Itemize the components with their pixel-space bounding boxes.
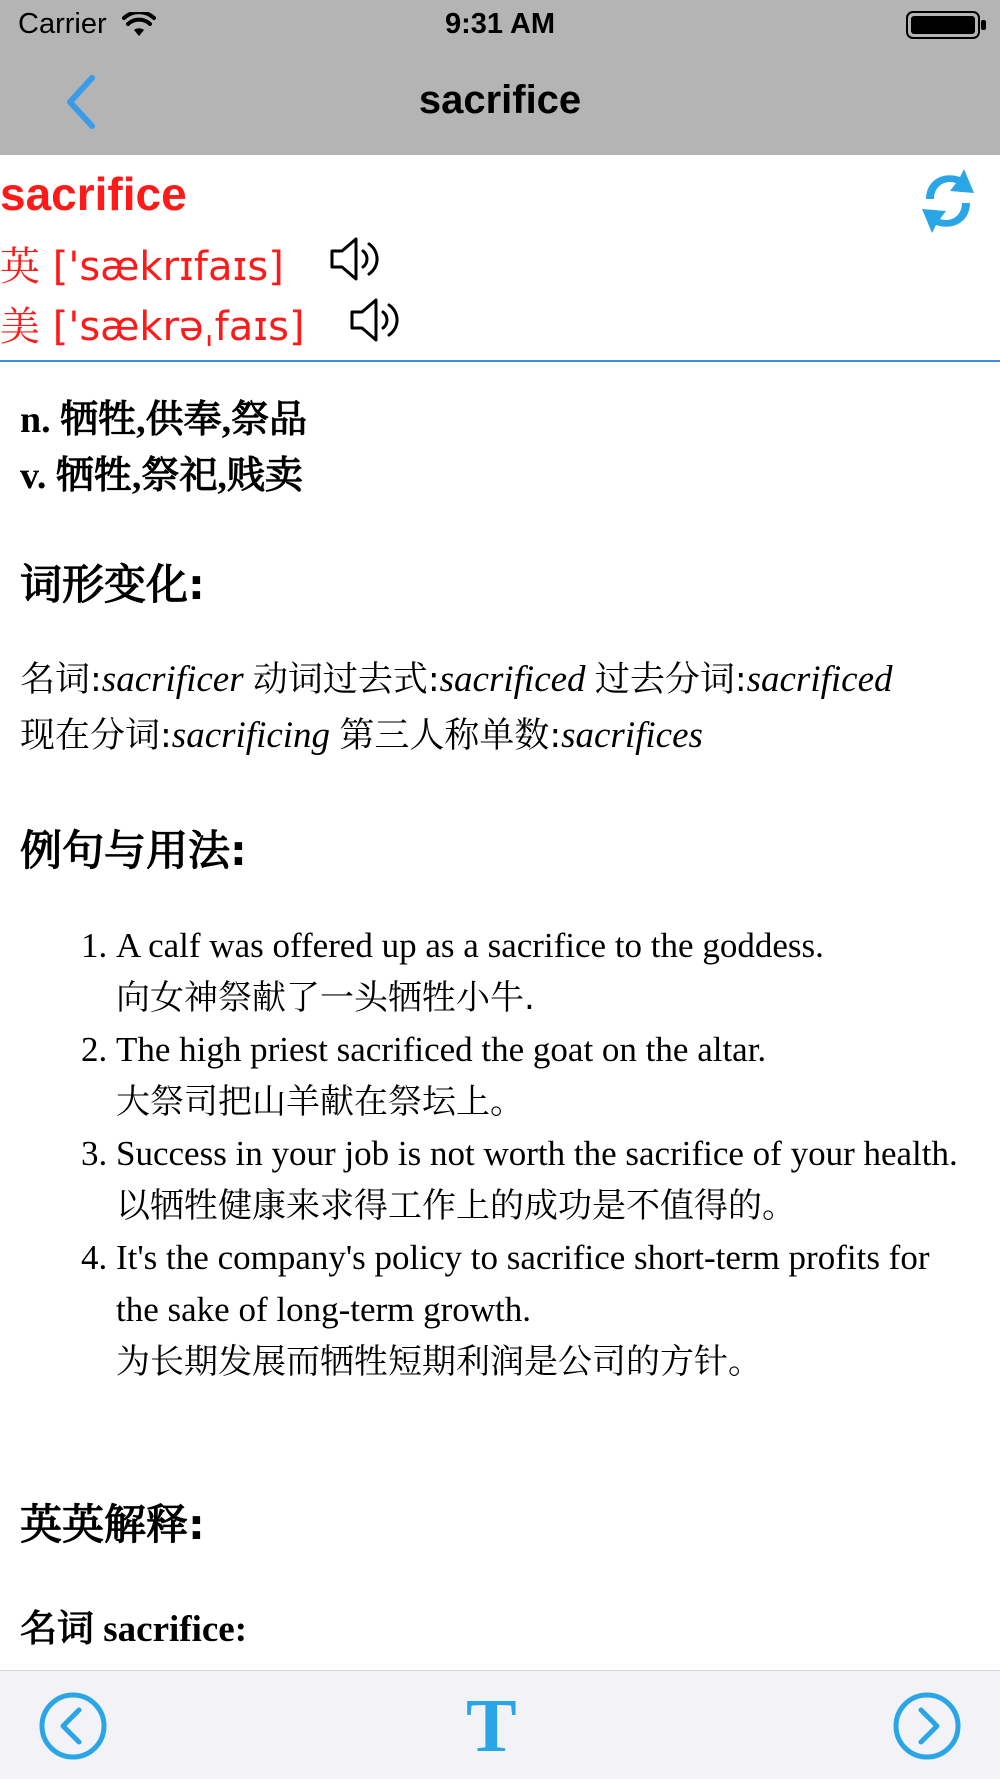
example-item [116, 920, 966, 1024]
example-zh: 向女神祭献了一头牺牲小牛. [116, 978, 535, 1018]
english-heading: 英英解释: [20, 1500, 205, 1549]
navigation-bar [0, 0, 1000, 155]
nav-title: sacrifice [418, 78, 582, 122]
basic-definitions [20, 392, 307, 504]
form-presp-value: sacrificing [171, 715, 331, 756]
form-noun-label: 名词: [20, 660, 102, 700]
example-item [116, 1024, 966, 1128]
examples-heading: 例句与用法: [20, 826, 247, 875]
example-en: The high priest sacrificed the goat on the altar. [116, 1030, 767, 1069]
example-en: Success in your job is not worth the sacrifice of your health. [116, 1134, 958, 1173]
example-zh: 以牺牲健康来求得工作上的成功是不值得的。 [116, 1186, 796, 1226]
form-presp-label: 现在分词: [20, 716, 172, 756]
example-en: A calf was offered up as a sacrifice to the goddess. [116, 926, 824, 965]
example-item [116, 1232, 966, 1388]
battery-icon [906, 11, 988, 39]
definition-verb: v. 牺牲,祭祀,贱卖 [20, 455, 303, 497]
form-pp-value: sacrificed [746, 659, 893, 700]
form-third-label: 第三人称单数: [339, 716, 562, 756]
headword: sacrifice [0, 168, 187, 220]
forms-heading: 词形变化: [20, 560, 205, 609]
form-pp-label: 过去分词: [594, 660, 747, 700]
status-bar [0, 0, 1000, 50]
example-list [0, 920, 966, 1388]
word-forms [20, 652, 990, 764]
form-past-value: sacrificed [439, 659, 586, 700]
pronunciation-uk: 英 ['sækrɪfaɪs] [0, 244, 284, 290]
next-word-icon[interactable] [892, 1691, 962, 1761]
example-zh: 大祭司把山羊献在祭坛上。 [116, 1082, 524, 1122]
form-noun-value: sacrificer [101, 659, 244, 700]
form-third-value: sacrifices [561, 715, 703, 756]
pronunciation-us: 美 ['sækrəˌfaɪs] [0, 304, 305, 350]
english-noun-heading [20, 1598, 247, 1652]
refresh-icon[interactable] [916, 165, 980, 237]
example-en: It's the company's policy to sacrifice short-term profits for the sake of long-term growth. [116, 1238, 930, 1329]
carrier-label: Carrier [18, 8, 107, 40]
english-noun-word: sacrifice: [103, 1609, 248, 1650]
english-noun-label: 名词 [20, 1607, 94, 1650]
definition-content[interactable] [0, 362, 1000, 1670]
example-item [116, 1128, 966, 1232]
example-zh: 为长期发展而牺牲短期利润是公司的方针。 [116, 1342, 762, 1382]
speaker-uk-icon[interactable] [328, 233, 380, 285]
previous-word-icon[interactable] [38, 1691, 108, 1761]
definition-noun: n. 牺牲,供奉,祭品 [20, 399, 308, 441]
font-size-button[interactable]: T [466, 1684, 517, 1768]
clock: 9:31 AM [444, 8, 556, 40]
form-past-label: 动词过去式: [252, 660, 440, 700]
bottom-toolbar [0, 1670, 1000, 1779]
word-header [0, 155, 1000, 362]
speaker-us-icon[interactable] [348, 294, 400, 346]
